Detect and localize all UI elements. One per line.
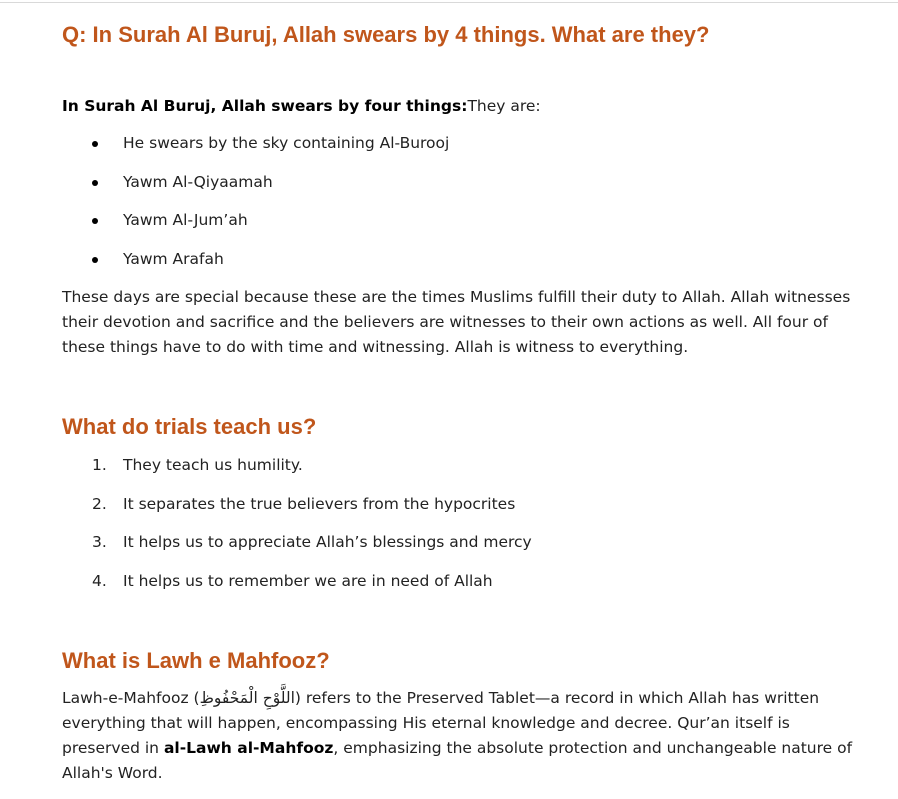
list-item	[62, 247, 842, 286]
bullet-icon	[92, 141, 98, 147]
bullet-icon	[92, 180, 98, 186]
list-item	[62, 170, 842, 209]
bullet-icon	[92, 257, 98, 263]
list-item-text: They teach us humility.	[123, 456, 303, 474]
list-item-number: 4.	[92, 572, 107, 591]
list-item-text: Yawm Arafah	[123, 250, 224, 269]
list-item-text: It helps us to remember we are in need of Allah	[123, 572, 493, 591]
bullet-icon	[92, 218, 98, 224]
arabic-term: اللَّوْحِ الْمَحْفُوظِ	[199, 689, 295, 707]
lawh-bold-term: al-Lawh al-Mahfooz	[163, 739, 334, 757]
top-divider	[0, 2, 898, 3]
explanation-paragraph: These days are special because these are the times Muslims fulfill their duty to Allah. Allah witnesses their devotion and sacrifice and the believers are witnesses to their own actions as well. All four of these things have to do with time and witnessing. Allah is witness to everything.	[62, 288, 851, 356]
list-item-number: 3.	[92, 533, 107, 552]
lawh-text-start: Lawh-e-Mahfooz (	[62, 689, 200, 707]
lawh-text-end: , emphasizing the absolute protection and unchangeable nature of Allah's Word.	[62, 739, 853, 782]
list-item	[62, 530, 842, 569]
list-item-number: 1.	[92, 456, 107, 474]
list-item	[62, 131, 842, 170]
intro-rest-text: They are:	[467, 97, 541, 115]
list-item	[62, 569, 842, 608]
list-item	[62, 208, 842, 247]
intro-line	[62, 94, 862, 119]
list-item	[62, 492, 842, 531]
list-item	[62, 453, 842, 492]
list-item-text: He swears by the sky containing Al-Burooj	[123, 134, 450, 152]
list-item-text: It helps us to appreciate Allah’s blessings and mercy	[123, 533, 532, 552]
lawh-paragraph	[62, 686, 862, 786]
question-heading: Q: In Surah Al Buruj, Allah swears by 4 things. What are they?	[62, 22, 710, 47]
trials-heading: What do trials teach us?	[62, 414, 317, 439]
lawh-text-mid: ) refers to the Preserved Tablet—a record in which Allah has written everything that will happen, encompassing His eternal knowledge and decree. Qur’an itself is preserved in	[62, 689, 820, 757]
intro-bold-text: In Surah Al Buruj, Allah swears by four things:	[62, 97, 468, 115]
oaths-bullet-list	[62, 131, 842, 286]
list-item-text: Yawm Al-Qiyaamah	[123, 172, 273, 191]
trials-numbered-list	[62, 453, 842, 608]
list-item-text: It separates the true believers from the hypocrites	[123, 494, 516, 513]
lawh-heading: What is Lawh e Mahfooz?	[62, 648, 330, 673]
list-item-number: 2.	[92, 494, 107, 513]
list-item-text: Yawm Al-Jum’ah	[123, 211, 248, 230]
